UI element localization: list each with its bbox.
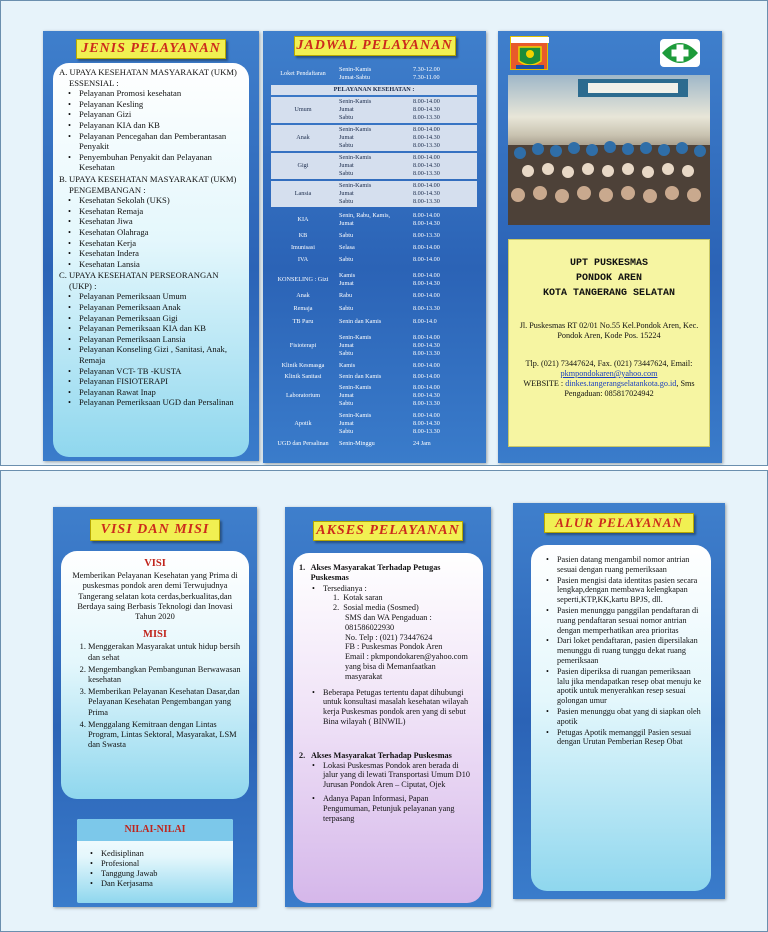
jadwal-hour: 8.00-14.30 [413,420,440,427]
akses-section-2-item: • Lokasi Puskesmas Pondok aren berada di jalur yang di lewati Transportasi Umum D10 Jurusan Pondok Aren – Ciputat, Ojek [309,761,475,790]
jadwal-row [271,181,477,207]
akses-section-1-list [299,584,475,727]
jadwal-hour: 8.00-13.30 [413,114,440,121]
visi-text: Memberikan Pelayanan Kesehatan yang Prima di puskesmas pondok aren demi Terwujudnya Tangerang selatan kota cerdas,berkualitas,dan Berdaya saing Berbasis Teknologi dan Inovasi Tahun 2020 [72,571,238,622]
jadwal-day: Sabtu [339,400,354,407]
jadwal-days [335,334,409,358]
alur-step: • Petugas Apotik memanggil Pasien sesuai dengan Urutan Pemberian Resep Obat [543,728,703,748]
jenis-item: • Pelayanan Pencegahan dan Pemberantasan Penyakit [65,131,241,152]
jadwal-unit: Imunisasi [290,244,316,251]
jadwal-row [271,291,477,301]
jadwal-hour: 8.00-14.30 [413,392,440,399]
jadwal-hour: 8.00-14.30 [413,220,440,227]
jadwal-day: Senin-Kamis [339,98,372,105]
jadwal-days [335,126,409,150]
jadwal-pelayanan-panel [263,31,486,463]
jadwal-day: Selasa [339,244,355,251]
jadwal-hours [409,292,473,300]
jadwal-day: Jumat [339,134,354,141]
jadwal-unit: TB Paru [292,318,314,325]
jadwal-unit: Laboratorium [285,392,321,399]
nilai-list [77,841,233,889]
akses-pelayanan-title: AKSES PELAYANAN [313,521,463,541]
jadwal-day: Senin-Kamis [339,126,372,133]
jadwal-hour: 7.30-12.00 [413,66,440,73]
alur-step: • Pasien mengisi data identitas pasien secara lengkap,dengan membawa kelengkapan seperti,KTP,KK,kartu BPJS, dll. [543,576,703,605]
jadwal-day: Senin-Kamis [339,182,372,189]
jenis-item: • Pelayanan Pemeriksaan Lansia [65,334,241,345]
jenis-item: • Pelayanan Pemeriksaan Umum [65,291,241,302]
akses-section-2-heading: Akses Masyarakat Terhadap Puskesmas [311,750,452,760]
jadwal-unit: Anak [296,134,310,141]
jadwal-hours [409,232,473,240]
jadwal-hour: 8.00-14.00 [413,244,440,251]
visi-heading: VISI [144,558,166,569]
jadwal-hour: 8.00-14.00 [413,362,440,369]
jadwal-days [335,305,409,313]
nilai-item: • Dan Kerjasama [87,879,233,889]
cover-info-card [508,239,710,447]
jadwal-row [271,304,477,314]
misi-heading: MISI [143,629,167,641]
jadwal-day: Sabtu [339,428,354,435]
jadwal-days [335,384,409,408]
jadwal-row [271,333,477,359]
alur-step: • Pasien menunggu obat yang di siapkan oleh apotik [543,707,703,727]
jadwal-row [271,271,477,289]
jenis-item: • Pelayanan KIA dan KB [65,120,241,131]
visi-misi-title: VISI DAN MISI [90,519,220,541]
akses-sub-2: 2. Sosial media (Sosmed) [333,603,419,613]
jenis-item: • Kesehatan Jiwa [65,216,241,227]
jadwal-row [271,372,477,382]
jadwal-days [335,292,409,300]
city-emblem-icon [510,36,548,70]
cover-contact [513,359,705,399]
jadwal-hour: 8.00-14.00 [413,384,440,391]
jadwal-row [271,153,477,179]
alur-step: • Pasien datang mengambil nomor antrian sesuai dengan ruang pemeriksaan [543,555,703,575]
jadwal-hour: 8.00-14.00 [413,292,440,299]
jadwal-row [271,317,477,327]
nilai-card [77,819,233,903]
jadwal-unit: Fisioterapi [289,342,317,349]
jadwal-days [335,244,409,252]
jenis-pelayanan-card [53,63,249,457]
jenis-item: • Pelayanan Pemeriksaan UGD dan Persalinan [65,397,241,408]
jenis-item: • Pelayanan Kesling [65,99,241,110]
jadwal-day: Sabtu [339,232,354,239]
jenis-item: • Penyembuhan Penyakit dan Pelayanan Kesehatan [65,152,241,173]
jenis-section-heading: B. UPAYA KESEHATAN MASYARAKAT (UKM) PENGEMBANGAN : [59,173,237,195]
jadwal-hours [409,126,473,150]
jadwal-hours [409,256,473,264]
jadwal-day: Sabtu [339,305,354,312]
cover-panel [498,31,722,463]
jenis-pelayanan-title: JENIS PELAYANAN [76,39,226,59]
jadwal-day: Senin dan Kamis [339,373,382,380]
jadwal-hours [409,182,473,206]
akses-sub-1-label: Kotak saran [343,593,383,603]
jadwal-hour: 8.00-14.00 [413,98,440,105]
jadwal-hours [409,212,473,228]
jadwal-row [271,211,477,229]
jadwal-unit: Klinik Sanitasi [284,373,322,380]
jadwal-day: Jumat [339,280,354,287]
cover-email-link[interactable]: pkmpondokaren@yahoo.com [560,369,658,378]
jadwal-days [335,440,409,448]
jadwal-hours [409,244,473,252]
jadwal-hour: 8.00-14.00 [413,182,440,189]
jadwal-hours [409,154,473,178]
jadwal-days [335,66,409,82]
jadwal-hour: 8.00-13.30 [413,142,440,149]
akses-section-2-list [299,761,475,824]
jadwal-section-label: PELAYANAN KESEHATAN : [271,85,477,95]
jadwal-days [335,412,409,436]
akses-fb: FB : Puskesmas Pondok Aren [345,642,443,652]
jadwal-hours [409,305,473,313]
jadwal-unit: Umum [294,106,312,113]
jadwal-days [335,98,409,122]
nilai-item: • Kedisiplinan [87,849,233,859]
jadwal-day: Jumat-Sabtu [339,74,370,81]
jenis-item: • Pelayanan VCT- TB -KUSTA [65,366,241,377]
alur-step: • Dari loket pendaftaran, pasien dipersilakan menunggu di ruang tunggu dekat ruang pemeriksaan [543,636,703,665]
jadwal-day: Rabu [339,292,353,299]
cover-website-link[interactable]: dinkes.tangerangselatankota.go.id [565,379,677,388]
cover-title-line3: KOTA TANGERANG SELATAN [542,288,676,299]
jadwal-day: Jumat [339,106,354,113]
alur-pelayanan-panel [513,503,725,899]
jadwal-hour: 8.00-13.30 [413,428,440,435]
jadwal-hour: 8.00-14.00 [413,334,440,341]
jenis-item: • Kesehatan Remaja [65,206,241,217]
jadwal-unit: Klinik Kesmasga [281,362,325,369]
akses-tersedia-label: Tersedianya : [323,583,367,593]
brochure-inner-page [0,470,768,932]
akses-email: Email : pkmpondokaren@yahoo.com [345,652,468,662]
jenis-item: • Pelayanan Promosi kesehatan [65,88,241,99]
visi-misi-panel [53,507,257,907]
jadwal-day: Senin-Kamis [339,384,372,391]
jadwal-hour: 8.00-13.30 [413,232,440,239]
jadwal-hours [409,66,473,82]
nilai-item: • Profesional [87,859,233,869]
jenis-item: • Pelayanan Konseling Gizi , Sanitasi, Anak, Remaja [65,344,241,365]
jadwal-hours [409,412,473,436]
jadwal-day: Sabtu [339,350,354,357]
jadwal-day: Senin-Minggu [339,440,375,447]
akses-sub-2-label: Sosial media (Sosmed) [343,603,419,613]
jadwal-hour: 8.00-14.0 [413,318,437,325]
visi-misi-card [61,551,249,799]
jadwal-hours [409,362,473,370]
jadwal-days [335,318,409,326]
nilai-heading: NILAI-NILAI [77,819,233,841]
jadwal-hour: 8.00-14.00 [413,154,440,161]
health-cross-logo-icon [660,39,700,67]
jadwal-row [271,125,477,151]
akses-tersedia [309,584,475,682]
jadwal-day: Kamis [339,362,356,369]
jadwal-day: Jumat [339,392,354,399]
jadwal-row [271,255,477,265]
jenis-item: • Pelayanan Pemeriksaan KIA dan KB [65,323,241,334]
jadwal-row [271,361,477,371]
jadwal-day: Kamis [339,272,356,279]
jadwal-unit: UGD dan Persalinan [277,440,329,447]
jadwal-hours [409,334,473,358]
jadwal-day: Senin-Kamis [339,154,372,161]
akses-sub-1: 1. Kotak saran [333,593,383,603]
jadwal-hour: 8.00-13.30 [413,170,440,177]
jadwal-days [335,256,409,264]
jenis-item: • Kesehatan Indera [65,248,241,259]
jadwal-day: Jumat [339,220,354,227]
jadwal-hour: 8.00-14.00 [413,412,440,419]
jadwal-day: Sabtu [339,142,354,149]
jenis-item: • Pelayanan FISIOTERAPI [65,376,241,387]
jadwal-row [271,231,477,241]
akses-section-2-item: • Adanya Papan Informasi, Papan Pengumuman, Petunjuk pelayanan yang terpasang [309,794,475,823]
cover-title-line1: UPT PUSKESMAS [569,258,648,269]
misi-item: 1. Menggerakan Masyarakat untuk hidup bersih dan sehat [88,642,242,662]
jadwal-hour: 8.00-14.00 [413,272,440,279]
jadwal-hour: 8.00-14.00 [413,256,440,263]
cover-phone: Tlp. (021) 73447624, Fax. (021) 73447624, Email: [525,359,693,368]
jadwal-hour: 8.00-13.30 [413,305,440,312]
jenis-item: • Kesehatan Kerja [65,238,241,249]
staff-group-photo [508,75,710,225]
jadwal-hour: 8.00-14.30 [413,280,440,287]
jenis-pelayanan-panel [43,31,259,461]
jadwal-row [271,383,477,409]
jadwal-hour: 8.00-13.30 [413,350,440,357]
jadwal-hours [409,98,473,122]
jadwal-days [335,212,409,228]
jadwal-row [271,65,477,83]
jadwal-days [335,182,409,206]
cover-website-label: WEBSITE : [523,379,566,388]
akses-card [293,553,483,903]
cover-address: Jl. Puskesmas RT 02/01 No.55 Kel.Pondok Aren, Kec. Pondok Aren, Kode Pos. 15224 [519,321,699,340]
akses-pelayanan-panel [285,507,491,907]
jadwal-hours [409,318,473,326]
jenis-section-list [59,195,241,269]
jadwal-day: Jumat [339,420,354,427]
jadwal-unit: Apotik [294,420,312,427]
jadwal-hour: 8.00-14.30 [413,190,440,197]
jadwal-hour: 7.30-11.00 [413,74,440,81]
akses-sms-number: 081586022930 [345,622,395,632]
jadwal-hour: 8.00-14.30 [413,162,440,169]
jadwal-row [271,243,477,253]
jadwal-hour: 24 Jam [413,440,431,447]
jadwal-unit: Gigi [297,162,309,169]
jadwal-pelayanan-title: JADWAL PELAYANAN [294,36,456,56]
jadwal-days [335,362,409,370]
akses-section-2: 2. Akses Masyarakat Terhadap Puskesmas [299,750,452,760]
jadwal-hour: 8.00-14.00 [413,373,440,380]
misi-item: 3. Memberikan Pelayanan Kesehatan Dasar,dan Pelayanan Kesehatan Pengembangan yang Prima [88,687,242,718]
jadwal-hour: 8.00-13.30 [413,400,440,407]
jenis-item: • Pelayanan Rawat Inap [65,387,241,398]
akses-sms-wa: SMS dan WA Pengaduan : [345,612,432,622]
alur-step: • Pasien menunggu panggilan pendaftaran di ruang pendaftaran sesuai nomor antrian dengan memperhatikan area prioritas [543,606,703,635]
alur-pelayanan-title: ALUR PELAYANAN [544,513,694,533]
akses-email-note: yang bisa di Memanfaatkan masyarakat [345,661,436,681]
jadwal-day: Sabtu [339,170,354,177]
nilai-item: • Tanggung Jawab [87,869,233,879]
jenis-section-heading: A. UPAYA KESEHATAN MASYARAKAT (UKM) ESSENSIAL : [59,67,237,88]
jadwal-hour: 8.00-14.00 [413,126,440,133]
jenis-item: • Kesehatan Lansia [65,259,241,270]
alur-list [537,555,703,747]
jadwal-unit: KB [298,232,308,239]
jadwal-hour: 8.00-14.00 [413,212,440,219]
jadwal-unit: Lansia [294,190,312,197]
jadwal-day: Senin-Kamis [339,412,372,419]
jadwal-day: Sabtu [339,198,354,205]
jadwal-hour: 8.00-14.30 [413,342,440,349]
jenis-section-list [59,88,241,173]
jadwal-hours [409,440,473,448]
akses-binwil: • Beberapa Petugas tertentu dapat dihubungi untuk konsultasi masalah kesehatan wilayah kerja Puskesmas pondok aren yang di sebut Bina wilayah ( BINWIL) [309,688,475,727]
jenis-item: • Kesehatan Olahraga [65,227,241,238]
jadwal-hour: 8.00-14.30 [413,134,440,141]
jadwal-unit: IVA [297,256,309,263]
jadwal-day: Senin, Rabu, Kamis, [339,212,391,219]
jadwal-days [335,373,409,381]
jadwal-day: Jumat [339,162,354,169]
jadwal-days [335,232,409,240]
jadwal-day: Senin-Kamis [339,66,372,73]
jadwal-day: Sabtu [339,114,354,121]
jenis-section-list [59,291,241,408]
misi-list [68,642,242,750]
jenis-item: • Pelayanan Pemeriksaan Gigi [65,313,241,324]
jadwal-day: Senin-Kamis [339,334,372,341]
jenis-item: • Kesehatan Sekolah (UKS) [65,195,241,206]
jadwal-hours [409,384,473,408]
jadwal-day: Sabtu [339,256,354,263]
jadwal-day: Senin dan Kamis [339,318,382,325]
jadwal-hour: 8.00-14.30 [413,106,440,113]
akses-telp: No. Telp : (021) 73447624 [345,632,433,642]
jenis-item: • Pelayanan Gizi [65,109,241,120]
jadwal-day: Jumat [339,190,354,197]
cover-sms: , Sms Pengaduan: 085817024942 [564,379,695,398]
jadwal-hours [409,272,473,288]
jenis-section-heading: C. UPAYA KESEHATAN PERSEORANGAN (UKP) : [59,270,219,291]
misi-item: 4. Menggalang Kemitraan dengan Lintas Program, Lintas Sektoral, Masyarakat, LSM dan Swasta [88,720,242,751]
jadwal-unit: KONSELING : Gizi [277,276,329,283]
alur-card [531,545,711,891]
akses-section-1: 1. Akses Masyarakat Terhadap Petugas Puskesmas [299,563,475,583]
akses-section-1-heading: Akses Masyarakat Terhadap Petugas Puskesmas [310,563,441,582]
jadwal-row [271,439,477,449]
jadwal-row [271,411,477,437]
jadwal-row [271,97,477,123]
jadwal-hours [409,373,473,381]
alur-step: • Pasien diperiksa di ruangan pemeriksaan lalu jika mendapatkan resep obat menuju ke apotik untuk menyerahkan resep sesuai golongan umur [543,667,703,706]
jadwal-unit: KIA [297,216,309,223]
jadwal-unit: Loket Pendaftaran [280,70,326,77]
cover-title-line2: PONDOK AREN [575,273,642,284]
jadwal-unit: Anak [296,292,310,299]
jadwal-hour: 8.00-13.30 [413,198,440,205]
jadwal-days [335,154,409,178]
jadwal-day: Jumat [339,342,354,349]
jadwal-days [335,272,409,288]
jenis-item: • Pelayanan Pemeriksaan Anak [65,302,241,313]
jenis-pelayanan-list [59,67,241,408]
misi-item: 2. Mengembangkan Pembangunan Berwawasan kesehatan [88,665,242,685]
jadwal-unit: Remaja [293,305,313,312]
